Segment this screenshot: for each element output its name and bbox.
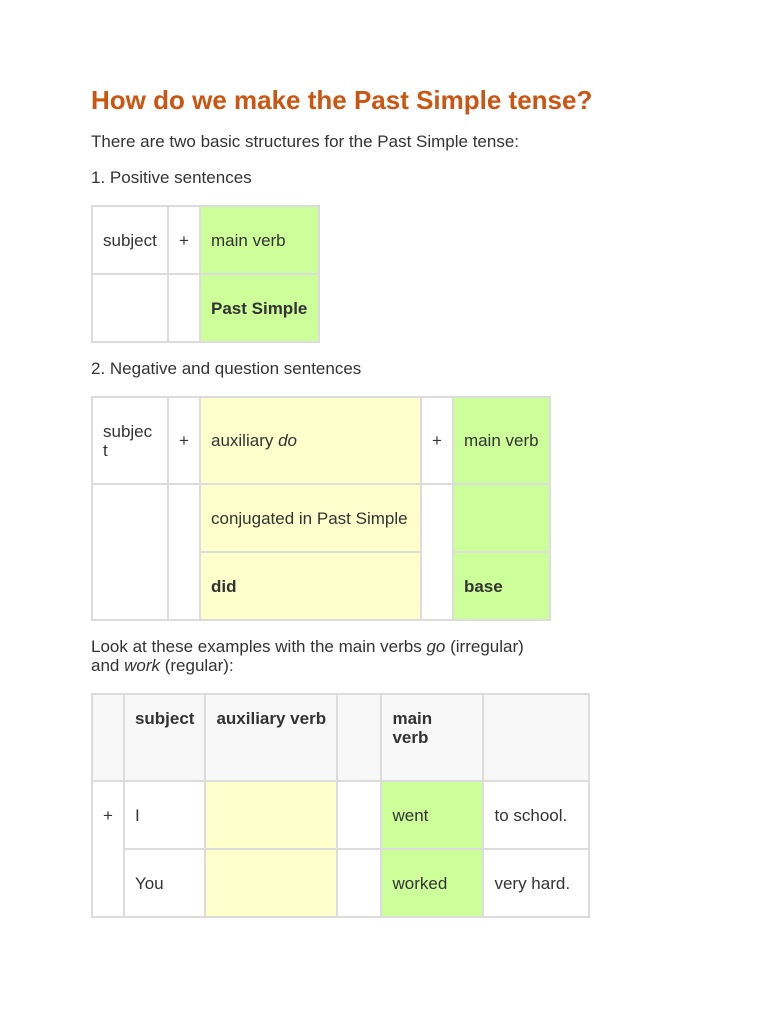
empty-green-cell — [453, 484, 550, 552]
plus-cell: + — [168, 206, 200, 274]
subject-cell: You — [124, 849, 206, 917]
rest-cell: very hard. — [483, 849, 589, 917]
table-header-main-verb: main verb — [381, 694, 483, 781]
table-header-cell — [483, 694, 589, 781]
empty-cell — [168, 274, 200, 342]
page-title: How do we make the Past Simple tense? — [91, 85, 593, 115]
examples-intro-line2: and work (regular): — [91, 656, 234, 675]
table-header-cell — [92, 694, 124, 781]
plus-cell: + — [168, 397, 200, 484]
subject-cell: subjec t — [92, 397, 168, 484]
subject-cell: subject — [92, 206, 168, 274]
auxiliary-do-cell: auxiliary do — [200, 397, 421, 484]
section2-heading: 2. Negative and question sentences — [91, 359, 362, 378]
aux-cell — [205, 781, 337, 849]
verb-cell: went — [381, 781, 483, 849]
empty-cell — [421, 484, 453, 620]
main-verb-cell: main verb — [200, 206, 319, 274]
section1-heading: 1. Positive sentences — [91, 168, 252, 187]
conjugated-cell: conjugated in Past Simple — [200, 484, 421, 552]
table-header-subject: subject — [124, 694, 206, 781]
subject-cell: I — [124, 781, 206, 849]
examples-intro-line1: Look at these examples with the main verbs go (irregular) — [91, 637, 524, 656]
positive-structure-table — [91, 205, 320, 343]
empty-cell — [337, 781, 381, 849]
table-row — [92, 849, 589, 917]
negative-question-structure-table — [91, 396, 551, 621]
table-header-auxiliary: auxiliary verb — [205, 694, 337, 781]
empty-cell — [92, 484, 168, 620]
aux-cell — [205, 849, 337, 917]
empty-cell — [168, 484, 200, 620]
did-cell: did — [200, 552, 421, 620]
verb-cell: worked — [381, 849, 483, 917]
table-row — [92, 781, 589, 849]
sign-cell: + — [92, 781, 124, 917]
rest-cell: to school. — [483, 781, 589, 849]
main-verb-cell: main verb — [453, 397, 550, 484]
empty-cell — [92, 274, 168, 342]
table-header-cell — [337, 694, 381, 781]
plus-cell: + — [421, 397, 453, 484]
empty-cell — [337, 849, 381, 917]
examples-table — [91, 693, 590, 918]
intro-text: There are two basic structures for the Past Simple tense: — [91, 132, 520, 151]
past-simple-cell: Past Simple — [200, 274, 319, 342]
base-cell: base — [453, 552, 550, 620]
